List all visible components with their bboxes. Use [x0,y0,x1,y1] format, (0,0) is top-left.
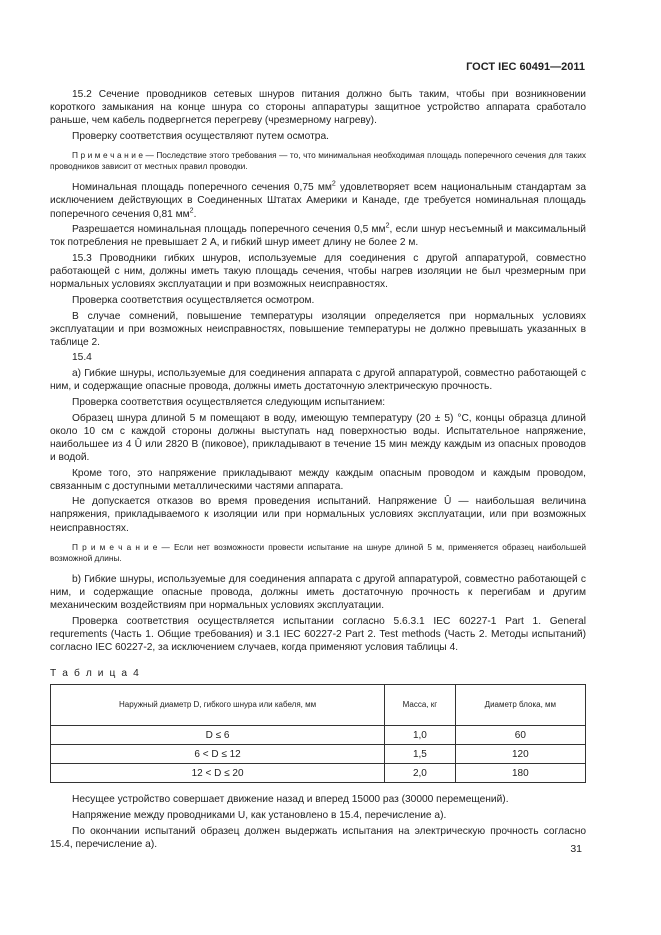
paragraph: Образец шнура длиной 5 м помещают в воду, имеющую температуру (20 ± 5) °С, концы образца длиной около 10 см с каждой стороны должны выступать над поверхностью воды. Испытательное напряжение, наибольшее из 4 Û или 2820 В (пиковое), прикладывают в течение 15 мин между каждым из опасных проводов и водой. [50,412,586,463]
paragraph: b) Гибкие шнуры, используемые для соединения аппарата с другой аппаратурой, совместно работающей с ним, и содержащие опасные провода, должны иметь достаточную прочность к перегибам и другим механическим воздействиям при нормальных условиях эксплуатации. [50,574,586,612]
page-number: 31 [570,843,582,855]
table-caption: Т а б л и ц а 4 [50,668,141,680]
table-header-cell: Диаметр блока, мм [455,685,585,726]
table-cell: 180 [455,764,585,783]
paragraph-15-4: 15.4 [72,352,92,364]
document-header: ГОСТ IEC 60491—2011 [466,61,585,73]
paragraph: а) Гибкие шнуры, используемые для соединения аппарата с другой аппаратурой, совместно работающей с ним, и содержащие опасные провода, должны иметь достаточную электрическую прочность. [50,368,586,393]
note-text: — Последствие этого требования — то, что минимальная необходимая площадь поперечного сечения для таких проводников зависит от местных правил проводки. [50,149,586,172]
page-body [50,88,586,853]
text-run: Разрешается номинальная площадь поперечного сечения 0,5 мм [72,224,386,236]
paragraph: Несущее устройство совершает движение назад и вперед 15000 раз (30000 перемещений). [72,794,509,806]
note-label: П р и м е ч а н и е [72,541,158,552]
table-cell: 120 [455,745,585,764]
table-cell: 2,0 [385,764,456,783]
table-cell: 1,0 [385,726,456,745]
table-4 [50,684,586,783]
paragraph: Не допускается отказов во время проведения испытаний. Напряжение Û — наибольшая величина напряжения, прикладываемого к изоляции или при нормальных условиях эксплуатации, или при возможных неисправностях. [50,496,586,534]
text-run: удовлетворяет всем национальным стандартам за исключением действующих в Соединенных Штатах Америки и Канаде, где требуется номинальная площадь поперечного сечения 0,81 мм [50,182,586,220]
paragraph: Проверка соответствия осуществляется следующим испытанием: [72,396,386,408]
table-cell: 60 [455,726,585,745]
table-header-cell: Наружный диаметр D, гибкого шнура или кабеля, мм [51,685,385,726]
paragraph: В случае сомнений, повышение температуры изоляции определяется при нормальных условиях эксплуатации и при возможных неисправностях, повышение температуры не должно превышать указанных в таблице 2. [50,310,586,348]
note [50,542,586,564]
note [50,150,586,172]
table-row [51,764,586,783]
superscript: 2 [331,180,336,188]
table-row [51,726,586,745]
table-row [51,745,586,764]
paragraph: По окончании испытаний образец должен выдержать испытания на электрическую прочность согласно 15.4, перечисление а). [50,825,586,850]
note-text: — Если нет возможности провести испытание на шнуре длиной 5 м, применяется образец наибольшей возможной длины. [50,541,586,563]
paragraph: Номинальная площадь поперечного сечения 0,75 $мм^2$ удовлетворяет всем национальным стандартам за исключением действующих в Соединенных Штатах Америки и Канаде, где требуется номинальная площадь поперечного сечения 0,81 $мм^2$. [50,180,586,220]
table-cell: 6 < D ≤ 12 [51,745,385,764]
table-cell: 12 < D ≤ 20 [51,764,385,783]
paragraph-15-3: 15.3 Проводники гибких шнуров, используемые для соединения с другой аппаратурой, совместно работающей с ним, должны иметь такую площадь сечения, чтобы нагрев изоляции не был чрезмерным при нормальных условиях эксплуатации и при возможных неисправностях. [50,253,586,291]
table-header-row [51,685,586,726]
paragraph: Проверка соответствия осуществляется испытании согласно 5.6.3.1 IEC 60227-1 Part 1. General requrements (Часть 1. Общие требования) и 3.1 IEC 60227-2 Part 2. Test methods (Часть 2. Методы испытаний) согласно IEC 60227-2, за исключением случаев, когда применяют условия таблицы 4. [50,615,586,654]
superscript: 2 [189,207,194,215]
paragraph [50,223,586,249]
table-cell: D ≤ 6 [51,726,385,745]
paragraph: Кроме того, это напряжение прикладывают между каждым опасным проводом и каждым проводом, связанным с доступными металлическими частями аппарата. [50,467,586,492]
paragraph: Проверку соответствия осуществляют путем осмотра. [72,130,329,142]
paragraph: Проверка соответствия осуществляется осмотром. [72,294,315,306]
table-cell: 1,5 [385,745,456,764]
text-run: , если шнур несъемный и максимальный ток потребления не превышает 2 А, и гибкий шнур имеет длину не более 2 м. [50,224,586,249]
note-label: П р и м е ч а н и е [72,149,143,160]
paragraph-15-2: 15.2 Сечение проводников сетевых шнуров питания должно быть таким, чтобы при возникновении короткого замыкания на конце шнура со стороны аппаратуры защитное устройство аппарата сработало раньше, чем кабель подвергнется перегреву (чрезмерному нагреву). [50,89,586,127]
paragraph: Напряжение между проводниками U, как установлено в 15.4, перечисление а). [72,810,447,821]
table-header-cell: Масса, кг [385,685,456,726]
superscript: 2 [385,222,390,230]
text-run: Номинальная площадь поперечного сечения 0,75 мм [72,182,332,194]
